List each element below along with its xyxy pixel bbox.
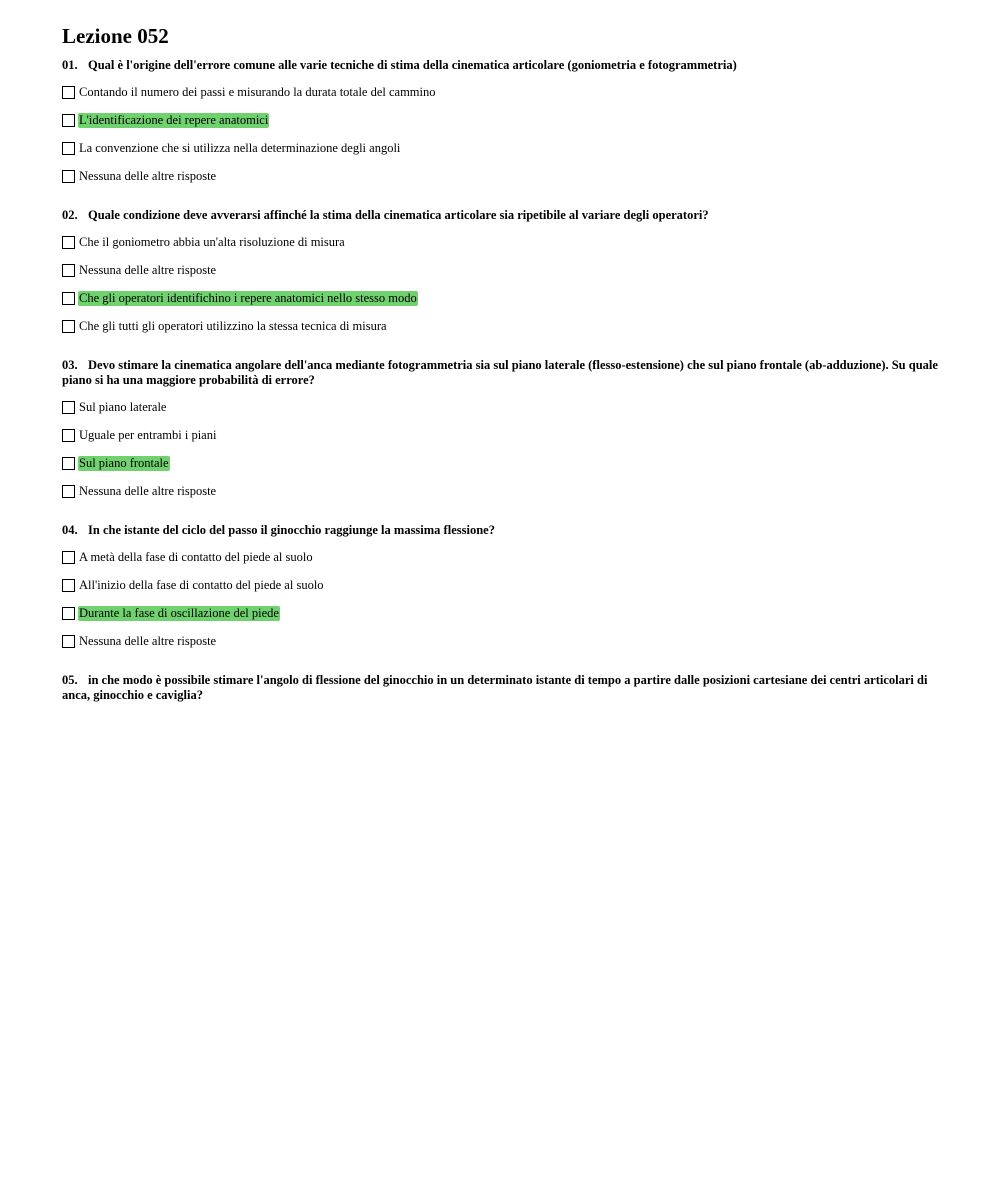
question-3 <box>62 358 942 501</box>
answer-checkbox[interactable] <box>62 635 75 648</box>
answer-option[interactable] <box>62 83 942 102</box>
answer-checkbox[interactable] <box>62 551 75 564</box>
question-text <box>62 358 942 388</box>
answer-label: La convenzione che si utilizza nella determinazione degli angoli <box>79 141 401 155</box>
answer-option[interactable] <box>62 261 942 280</box>
answer-option[interactable] <box>62 233 942 252</box>
answer-label: Nessuna delle altre risposte <box>79 169 217 183</box>
answer-option[interactable] <box>62 604 942 623</box>
answer-checkbox[interactable] <box>62 320 75 333</box>
answer-checkbox[interactable] <box>62 170 75 183</box>
answer-label: Contando il numero dei passi e misurando la durata totale del cammino <box>79 85 436 99</box>
answer-option[interactable] <box>62 139 942 158</box>
quiz-page <box>62 22 942 725</box>
answer-option[interactable] <box>62 398 942 417</box>
question-2 <box>62 208 942 336</box>
answer-label: Sul piano laterale <box>79 400 167 414</box>
answer-checkbox[interactable] <box>62 236 75 249</box>
answer-label: Che il goniometro abbia un'alta risoluzione di misura <box>79 235 345 249</box>
answer-label-highlighted: L'identificazione dei repere anatomici <box>79 113 269 127</box>
answer-label: A metà della fase di contatto del piede al suolo <box>79 550 313 564</box>
answer-option[interactable] <box>62 317 942 336</box>
answer-label-highlighted: Che gli operatori identifichino i repere anatomici nello stesso modo <box>79 291 417 305</box>
question-body: Devo stimare la cinematica angolare dell'anca mediante fotogrammetria sia sul piano laterale (flesso-estensione) che sul piano frontale (ab-adduzione). Su quale piano si ha una maggiore probabilità di errore? <box>62 358 938 387</box>
answer-option[interactable] <box>62 289 942 308</box>
answer-option[interactable] <box>62 111 942 130</box>
answer-option[interactable] <box>62 576 942 595</box>
answer-label-highlighted: Durante la fase di oscillazione del piede <box>79 606 279 620</box>
question-body: In che istante del ciclo del passo il ginocchio raggiunge la massima flessione? <box>88 523 495 537</box>
answer-option[interactable] <box>62 167 942 186</box>
answer-option[interactable] <box>62 454 942 473</box>
question-text <box>62 523 942 538</box>
question-number: 01. <box>62 58 78 72</box>
answer-checkbox[interactable] <box>62 142 75 155</box>
question-list <box>62 58 942 703</box>
question-body: Quale condizione deve avverarsi affinché la stima della cinematica articolare sia ripetibile al variare degli operatori? <box>88 208 709 222</box>
question-1 <box>62 58 942 186</box>
question-body: Qual è l'origine dell'errore comune alle varie tecniche di stima della cinematica articolare (goniometria e fotogrammetria) <box>88 58 737 72</box>
question-number: 03. <box>62 358 78 372</box>
question-text <box>62 673 942 703</box>
question-number: 05. <box>62 673 78 687</box>
answer-checkbox[interactable] <box>62 457 75 470</box>
question-number: 04. <box>62 523 78 537</box>
answer-checkbox[interactable] <box>62 429 75 442</box>
answer-checkbox[interactable] <box>62 114 75 127</box>
answer-label: Che gli tutti gli operatori utilizzino la stessa tecnica di misura <box>79 319 387 333</box>
answer-label: Nessuna delle altre risposte <box>79 634 217 648</box>
question-4 <box>62 523 942 651</box>
answer-option[interactable] <box>62 482 942 501</box>
answer-label: All'inizio della fase di contatto del piede al suolo <box>79 578 324 592</box>
answer-option[interactable] <box>62 632 942 651</box>
question-number: 02. <box>62 208 78 222</box>
question-text <box>62 208 942 223</box>
answer-label-highlighted: Sul piano frontale <box>79 456 169 470</box>
answer-checkbox[interactable] <box>62 264 75 277</box>
answer-label: Nessuna delle altre risposte <box>79 263 217 277</box>
question-text <box>62 58 942 73</box>
answer-checkbox[interactable] <box>62 579 75 592</box>
page-title: Lezione 052 <box>62 24 169 48</box>
answer-checkbox[interactable] <box>62 292 75 305</box>
answer-option[interactable] <box>62 548 942 567</box>
answer-checkbox[interactable] <box>62 607 75 620</box>
question-body: in che modo è possibile stimare l'angolo di flessione del ginocchio in un determinato istante di tempo a partire dalle posizioni cartesiane dei centri articolari di anca, ginocchio e caviglia? <box>62 673 928 702</box>
question-5 <box>62 673 942 703</box>
answer-label: Uguale per entrambi i piani <box>79 428 217 442</box>
answer-checkbox[interactable] <box>62 401 75 414</box>
answer-checkbox[interactable] <box>62 86 75 99</box>
answer-option[interactable] <box>62 426 942 445</box>
answer-checkbox[interactable] <box>62 485 75 498</box>
answer-label: Nessuna delle altre risposte <box>79 484 217 498</box>
